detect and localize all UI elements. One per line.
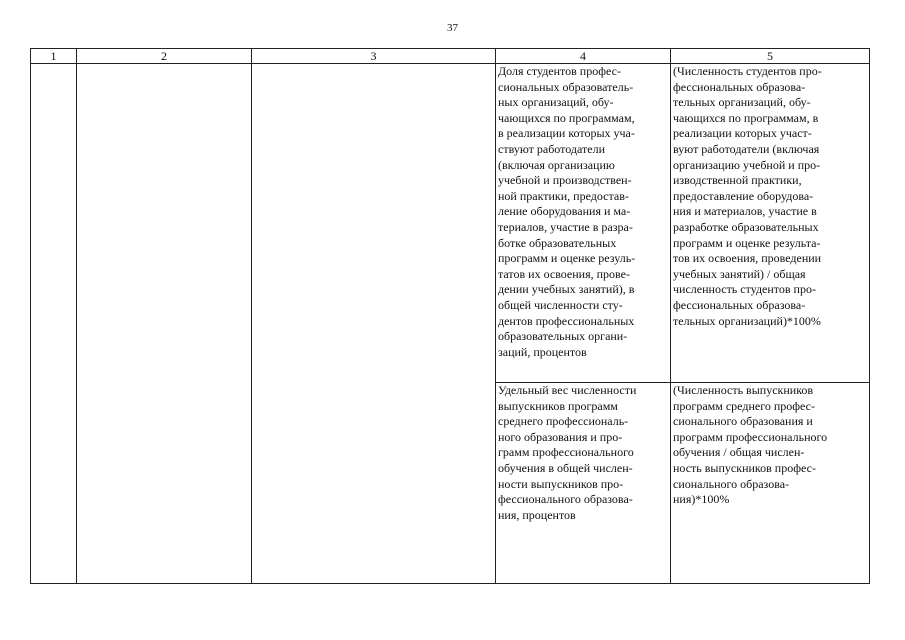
text-line: чающихся по программам,: [498, 110, 635, 125]
text-line: Удельный вес численности: [498, 383, 637, 397]
cell-col2: [77, 64, 252, 584]
text-line: вуют работодатели (включая: [673, 141, 820, 156]
text-line: общей численности сту-: [498, 297, 623, 312]
text-line: программ и оценке результа-: [673, 235, 821, 250]
text-line: (включая организацию: [498, 157, 615, 172]
text-line: обучения в общей числен-: [498, 460, 633, 475]
column-header-1: 1: [31, 49, 77, 64]
column-header-3: 3: [252, 49, 496, 64]
column-header-4: 4: [496, 49, 671, 64]
text-line: сиональных образователь-: [498, 79, 634, 94]
column-header-2: 2: [77, 49, 252, 64]
text-line: заций, процентов: [498, 344, 587, 359]
text-line: реализации которых участ-: [673, 126, 812, 141]
text-line: сионального образования и: [673, 414, 813, 429]
text-line: учебной и производствен-: [498, 173, 632, 188]
text-line: ния)*100%: [673, 492, 730, 507]
text-line: изводственной практики,: [673, 173, 802, 188]
text-line: ного образования и про-: [498, 429, 623, 444]
text-line: татов их освоения, прове-: [498, 266, 630, 281]
text-line: сионального образова-: [673, 476, 790, 491]
text-line: фессиональных образова-: [673, 297, 806, 312]
text-line: териалов, участие в разра-: [498, 219, 633, 234]
indicator-cell: [496, 64, 671, 383]
formula-text: [673, 64, 867, 329]
text-line: ность выпускников профес-: [673, 460, 816, 475]
text-line: тельных организаций)*100%: [673, 313, 821, 328]
text-line: дении учебных занятий), в: [498, 282, 635, 297]
text-line: предоставление оборудова-: [673, 188, 814, 203]
text-line: (Численность выпускников: [673, 383, 814, 397]
indicator-table: [30, 48, 870, 584]
text-line: ной практики, предостав-: [498, 188, 629, 203]
text-line: программ и оценке резуль-: [498, 251, 636, 266]
text-line: ление оборудования и ма-: [498, 204, 631, 219]
text-line: разработке образовательных: [673, 219, 819, 234]
text-line: фессиональных образова-: [673, 79, 806, 94]
text-line: ных организаций, обу-: [498, 95, 614, 110]
formula-text: [673, 383, 867, 508]
text-line: программ среднего профес-: [673, 398, 815, 413]
text-line: в реализации которых уча-: [498, 126, 635, 141]
table-row: [31, 64, 870, 383]
text-line: ботке образовательных: [498, 235, 617, 250]
text-line: тельных организаций, обу-: [673, 95, 811, 110]
text-line: ния, процентов: [498, 507, 576, 522]
cell-col3: [252, 64, 496, 584]
indicator-cell: [496, 383, 671, 584]
text-line: Доля студентов профес-: [498, 64, 621, 78]
text-line: учебных занятий) / общая: [673, 266, 806, 281]
text-line: грамм профессионального: [498, 445, 634, 460]
text-line: ности выпускников про-: [498, 476, 624, 491]
formula-cell: [671, 383, 870, 584]
text-line: (Численность студентов про-: [673, 64, 822, 78]
text-line: фессионального образова-: [498, 492, 633, 507]
text-line: ния и материалов, участие в: [673, 204, 817, 219]
text-line: выпускников программ: [498, 398, 618, 413]
text-line: программ профессионального: [673, 429, 828, 444]
indicator-text: [498, 64, 668, 360]
text-line: среднего профессиональ-: [498, 414, 629, 429]
cell-col1: [31, 64, 77, 584]
text-line: образовательных органи-: [498, 329, 628, 344]
indicator-text: [498, 383, 668, 523]
table-header-row: [31, 49, 870, 64]
text-line: обучения / общая числен-: [673, 445, 805, 460]
formula-cell: [671, 64, 870, 383]
text-line: чающихся по программам, в: [673, 110, 819, 125]
text-line: численность студентов про-: [673, 282, 816, 297]
text-line: тов их освоения, проведении: [673, 251, 822, 266]
text-line: организацию учебной и про-: [673, 157, 821, 172]
column-header-5: 5: [671, 49, 870, 64]
text-line: ствуют работодатели: [498, 141, 605, 156]
text-line: дентов профессиональных: [498, 313, 635, 328]
page-number: 37: [447, 22, 458, 34]
